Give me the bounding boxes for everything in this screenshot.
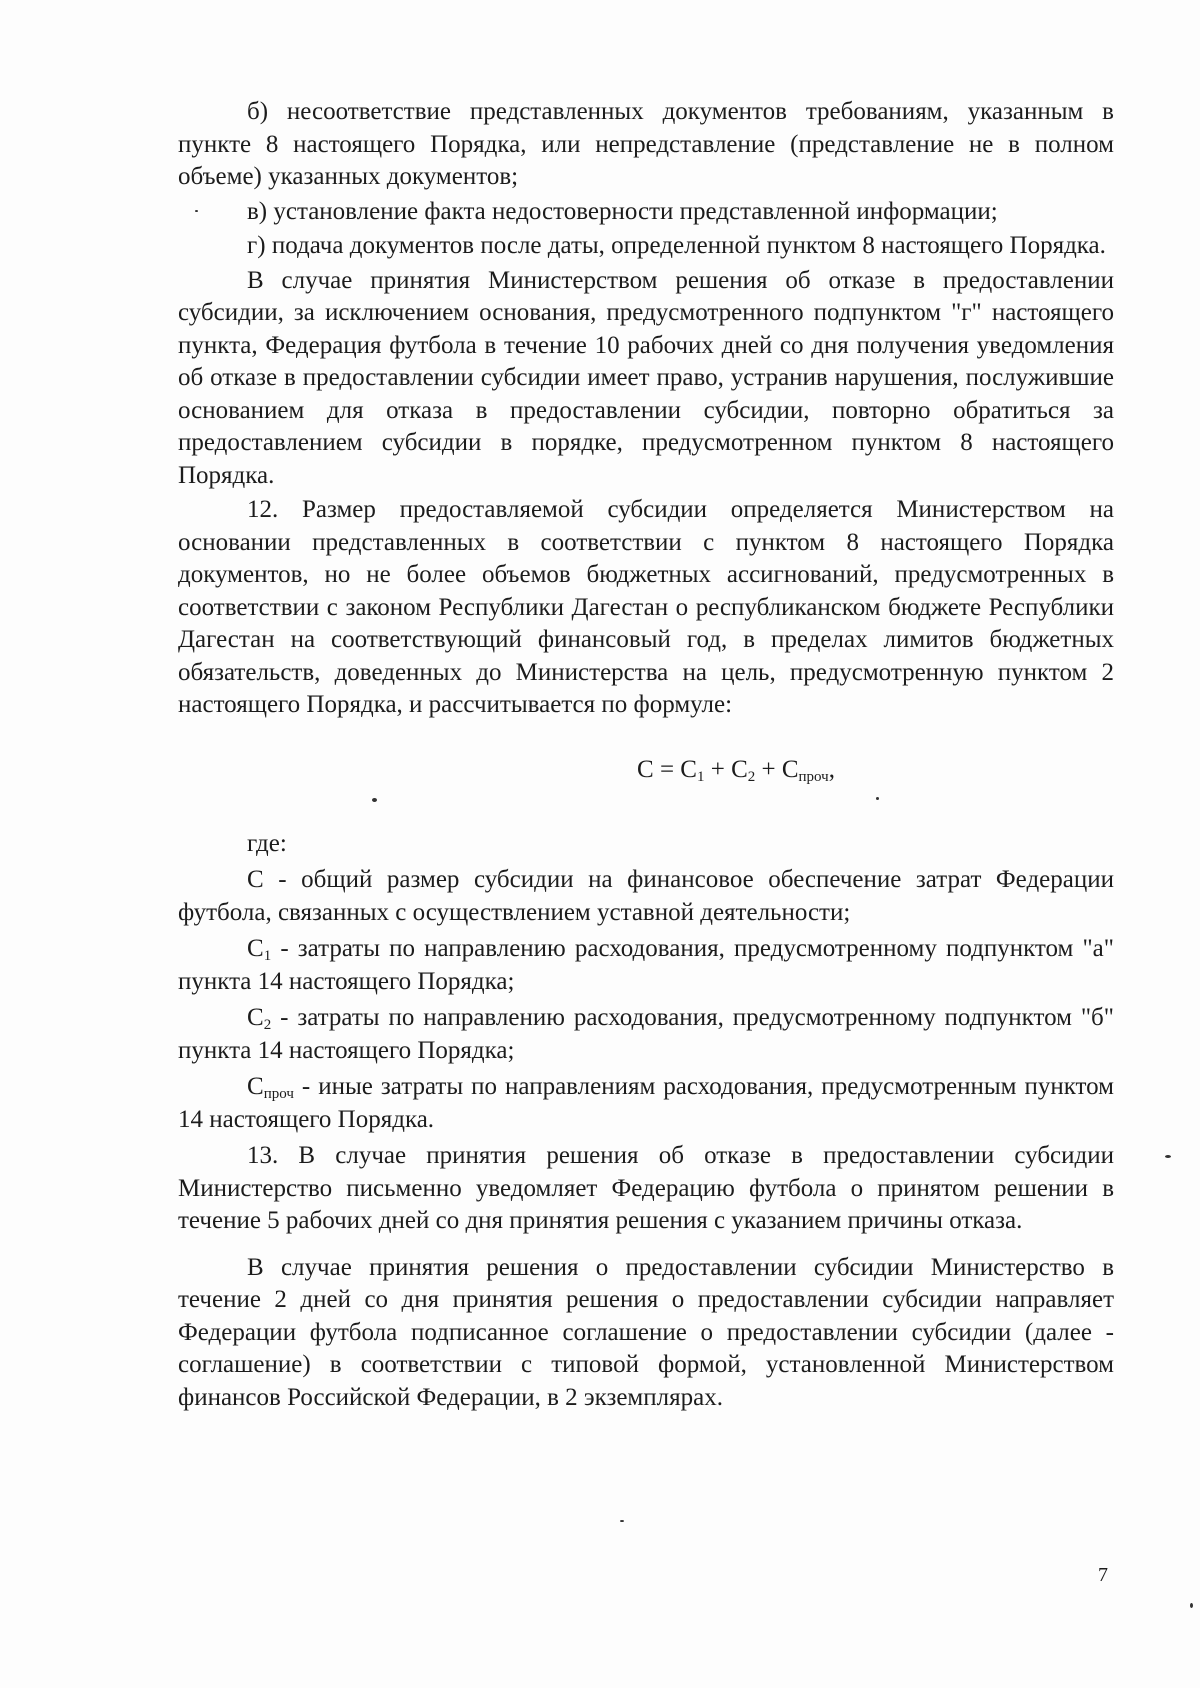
paragraph-b: б) несоответствие представленных документов требованиям, указанным в пункте 8 настоящего Порядка, или непредставление (представление не в полном объеме) указанных документов; <box>178 98 1114 190</box>
definition-c: С - общий размер субсидии на финансовое обеспечение затрат Федерации футбола, связанных с осуществлением уставной деятельности; <box>178 866 1114 926</box>
formula-tail: , <box>828 755 835 783</box>
symbol-c1-subscript: 1 <box>263 948 272 964</box>
symbol-c2-subscript: 2 <box>263 1017 272 1033</box>
scan-speck <box>1165 1155 1171 1158</box>
definition-cproch <box>178 1071 1114 1136</box>
symbol-cproch-subscript: проч <box>263 1086 294 1102</box>
paragraph-g: г) подача документов после даты, определенной пунктом 8 настоящего Порядка. <box>247 232 1106 259</box>
definition-c1 <box>178 933 1114 998</box>
formula-subscript-2: 2 <box>747 768 756 785</box>
definition-c2 <box>178 1002 1114 1067</box>
symbol-c1: С <box>247 935 264 962</box>
paragraph-13: 13. В случае принятия решения об отказе в предоставлении субсидии Министерство письменно уведомляет Федерацию футбола о принятом решении в течение 5 рабочих дней со дня принятия решения с указанием причины отказа. <box>178 1142 1114 1234</box>
paragraph-v: в) установление факта недостоверности представленной информации; <box>247 197 998 225</box>
symbol-cproch: С <box>247 1073 264 1100</box>
scan-speck <box>1190 1603 1193 1608</box>
paragraph-refusal: В случае принятия Министерством решения об отказе в предоставлении субсидии, за исключением основания, предусмотренного подпунктом "г" настоящего пункта, Федерация футбола в течение 10 рабочих дней со дня получения уведомления об отказе в предоставлении субсидии имеет право, устранив нарушения, послужившие основанием для отказа в предоставлении субсидии, повторно обратиться за предоставлением субсидии в порядке, предусмотренном пунктом 8 настоящего Порядка. <box>178 266 1114 489</box>
document-body <box>178 96 1114 1414</box>
paragraph-12: 12. Размер предоставляемой субсидии определяется Министерством на основании представленных в соответствии с пунктом 8 настоящего Порядка документов, но не более объемов бюджетных ассигнований, предусмотренных в соответствии с законом Республики Дагестан о республиканском бюджете Республики Дагестан на соответствующий финансовый год, в пределах лимитов бюджетных обязательств, доведенных до Министерства на цель, предусмотренную пунктом 2 настоящего Порядка, и рассчитывается по формуле: <box>178 496 1114 718</box>
definition-c2-text: - затраты по направлению расходования, предусмотренному подпунктом "б" пункта 14 настоящего Порядка; <box>178 1004 1114 1064</box>
subsidy-formula <box>178 754 1114 828</box>
formula-subscript-proch: проч <box>798 768 829 785</box>
page-number: 7 <box>1098 1564 1108 1586</box>
paragraph-grant: В случае принятия решения о предоставлении субсидии Министерство в течение 2 дней со дня принятия решения о предоставлении субсидии направляет Федерации футбола подписанное соглашение о предоставлении субсидии (далее - соглашение) в соответствии с типовой формой, установленной Министерством финансов Российской Федерации, в 2 экземплярах. <box>178 1253 1114 1411</box>
definition-cproch-text: - иные затраты по направлениям расходования, предусмотренным пунктом 14 настоящего Порядка. <box>178 1073 1114 1133</box>
scan-speck <box>876 797 879 800</box>
definition-c1-text: - затраты по направлению расходования, предусмотренному подпунктом "а" пункта 14 настоящего Порядка; <box>178 935 1114 995</box>
scan-speck <box>620 1520 624 1522</box>
formula-plus-1: + С <box>704 755 748 783</box>
scan-speck <box>372 798 377 802</box>
scan-speck <box>195 210 198 212</box>
where-label: где: <box>247 829 287 857</box>
formula-plus-2: + С <box>755 755 799 783</box>
symbol-c2: С <box>247 1004 264 1031</box>
formula-subscript-1: 1 <box>696 768 705 785</box>
formula-lhs: С = С <box>637 755 697 783</box>
